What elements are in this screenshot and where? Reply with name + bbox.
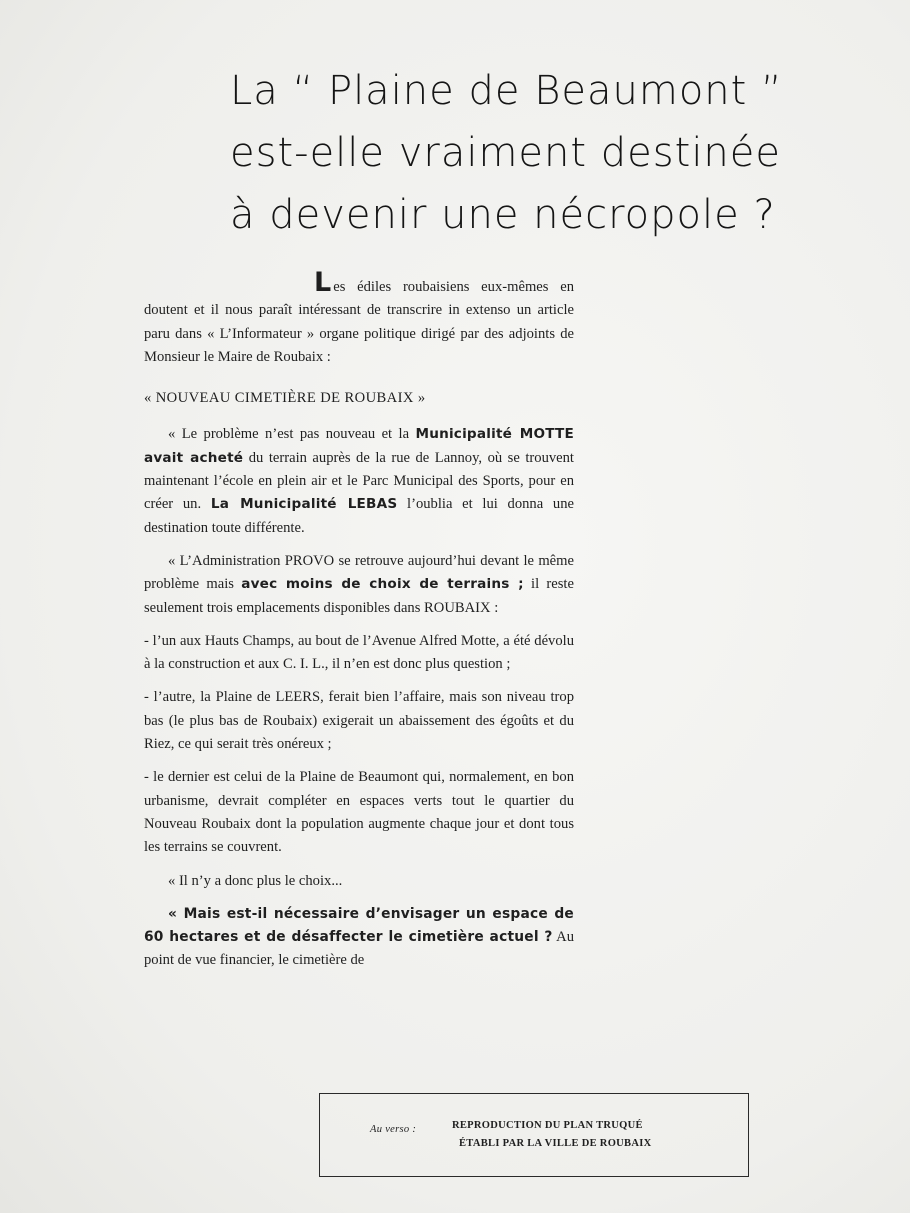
p1-bold-b: La Municipalité LEBAS xyxy=(210,496,398,513)
p1-text-c: l’oublia et lui donna une destination toute différente. xyxy=(144,496,574,536)
verso-label: Au verso : xyxy=(370,1124,417,1135)
paragraph-1 xyxy=(144,423,574,539)
title-line-2: est-elle vraiment destinée xyxy=(230,130,781,176)
paragraph-4 xyxy=(144,903,574,973)
intro-text: es édiles roubaisiens eux-mêmes en doutent et il nous paraît intéressant de transcrire in extenso un article paru dans « L’Informateur » organe politique dirigé par des adjoints de Monsieur le Maire de Roubaix : xyxy=(144,279,574,365)
intro-paragraph xyxy=(144,267,574,369)
verso-line-1: REPRODUCTION DU PLAN TRUQUÉ xyxy=(452,1120,643,1131)
list-item: - l’un aux Hauts Champs, au bout de l’Avenue Alfred Motte, a été dévolu à la construction et aux C. I. L., il n’en est donc plus question ; xyxy=(144,632,574,673)
title-line-3: à devenir une nécropole ? xyxy=(230,192,776,238)
paragraph-2 xyxy=(144,550,574,620)
list-item: - le dernier est celui de la Plaine de Beaumont qui, normalement, en bon urbanisme, devrait compléter en espaces verts tout le quartier du Nouveau Roubaix dont la population augmente chaque jour et dont tous les terrains se couvrent. xyxy=(144,769,574,856)
p4-bold: « Mais est-il nécessaire d’envisager un espace de 60 hectares et de désaffecter le cimetière actuel ? xyxy=(144,905,574,946)
list-item: - l’autre, la Plaine de LEERS, ferait bien l’affaire, mais son niveau trop bas (le plus bas de Roubaix) exigerait un abaissement des égoûts et du Riez, ce qui serait très onéreux ; xyxy=(144,689,574,753)
p1-text-b: du terrain auprès de la rue de Lannoy, où se trouvent maintenant l’école en plein air et le Parc Municipal des Sports, pour en créer un. xyxy=(144,449,574,513)
verso-line-2: ÉTABLI PAR LA VILLE DE ROUBAIX xyxy=(459,1138,652,1149)
drop-cap: L xyxy=(314,267,332,298)
p4-text: Au point de vue financier, le cimetière de xyxy=(144,929,574,969)
section-heading-text: « NOUVEAU CIMETIÈRE DE ROUBAIX » xyxy=(144,390,426,407)
p1-text-a: « Le problème n’est pas nouveau et la xyxy=(168,426,416,443)
p2-text-b: il reste seulement trois emplacements disponibles dans ROUBAIX : xyxy=(144,576,574,616)
p1-bold-a: Municipalité MOTTE avait acheté xyxy=(144,426,574,466)
page-title xyxy=(230,60,790,246)
title-line-1: La “ Plaine de Beaumont ” xyxy=(230,68,783,114)
article-body xyxy=(144,267,574,983)
section-heading xyxy=(144,387,574,410)
paragraph-3: « Il n’y a donc plus le choix... xyxy=(168,872,343,889)
p2-bold: avec moins de choix de terrains ; xyxy=(241,576,524,593)
p2-text-a: « L’Administration PROVO se retrouve aujourd’hui devant le même problème mais xyxy=(144,552,574,593)
verso-notice-box xyxy=(319,1093,749,1177)
